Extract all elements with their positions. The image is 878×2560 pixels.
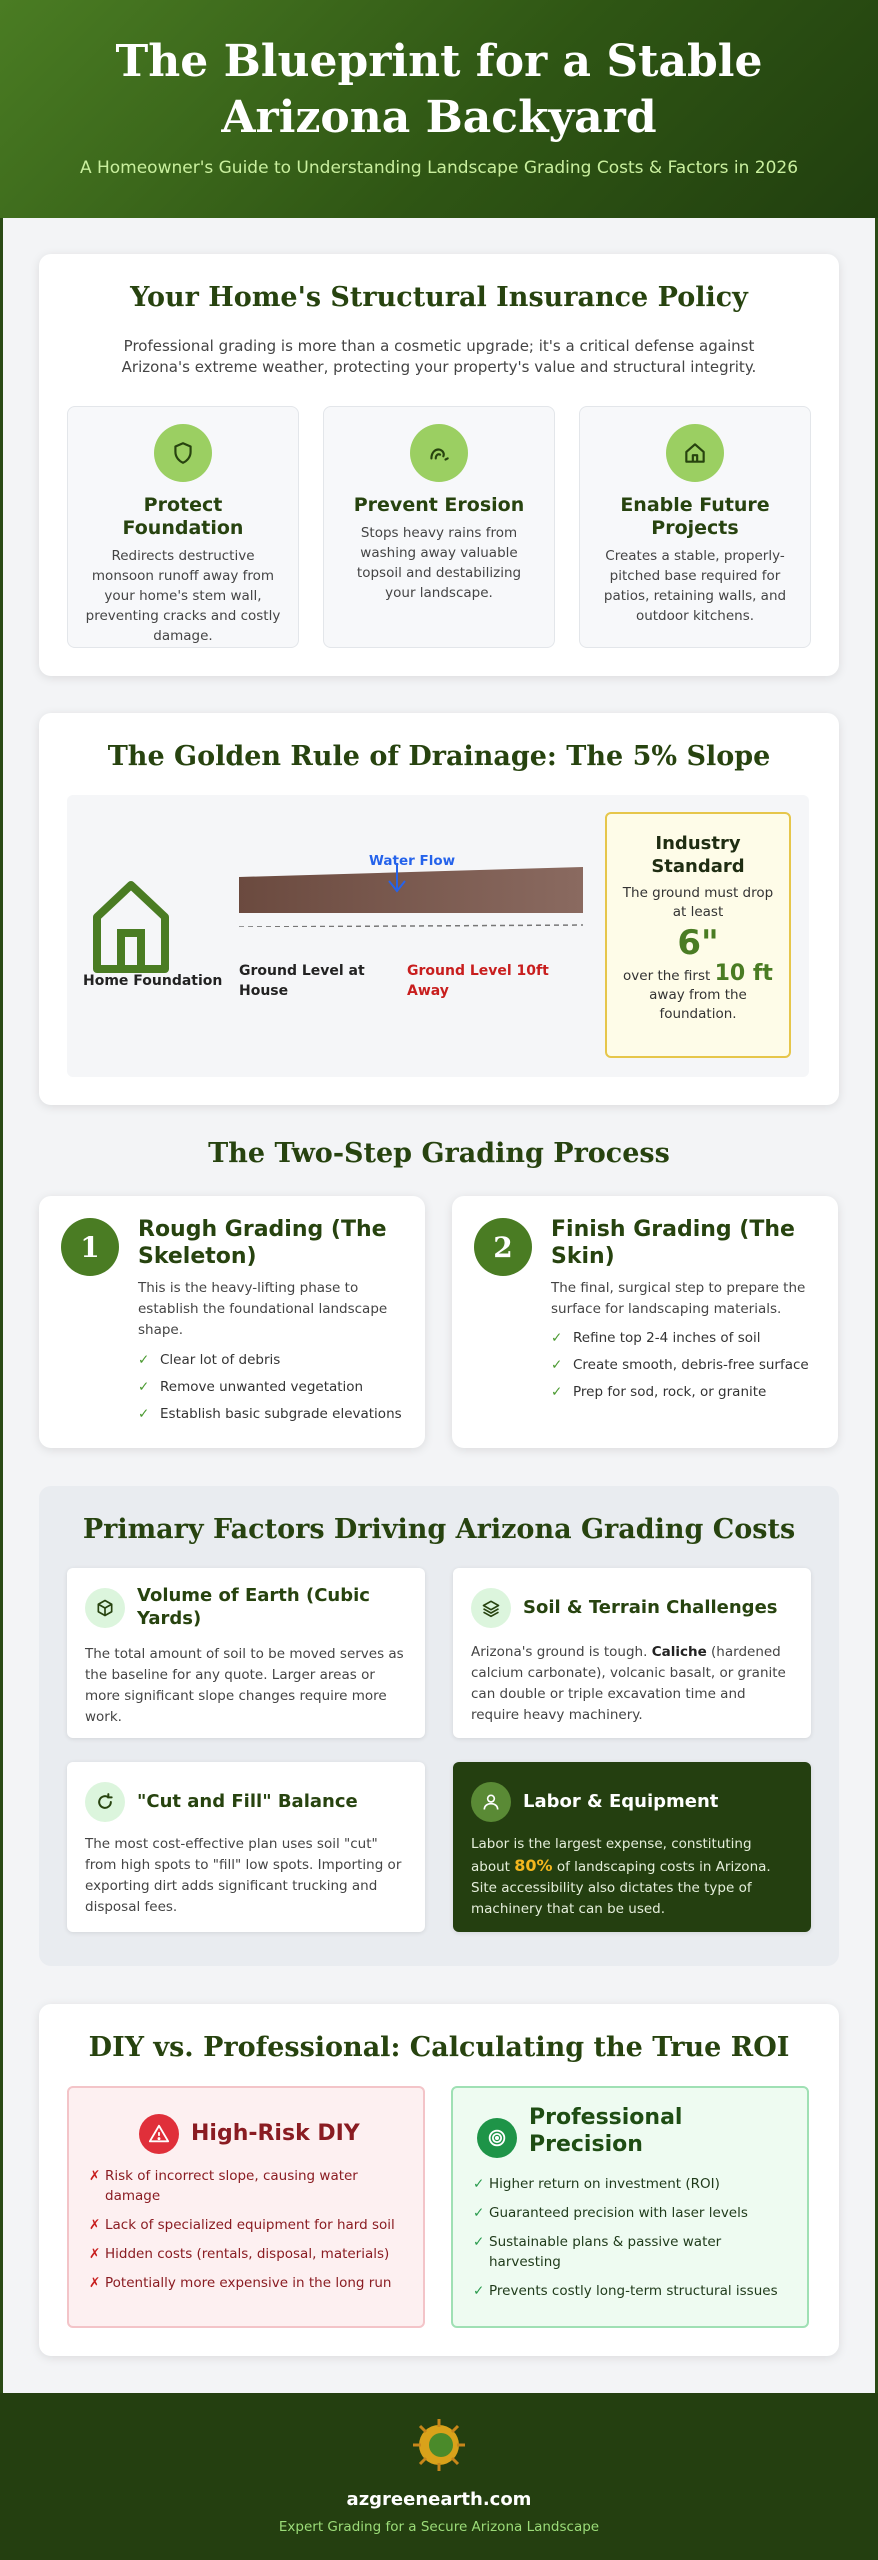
check-icon: ✓ xyxy=(473,2205,485,2221)
green-earth-logo[interactable] xyxy=(411,2417,467,2473)
page-subtitle: A Homeowner's Guide to Understanding Landscape Grading Costs & Factors in 2026 xyxy=(79,158,799,178)
industry-standard-box xyxy=(605,812,791,1058)
process-title: The Two-Step Grading Process xyxy=(208,1138,670,1169)
footer-tagline: Expert Grading for a Secure Arizona Landscape xyxy=(278,2519,600,2535)
ground-level-away-label: Ground Level 10ft Away xyxy=(407,963,549,999)
standard-drop: 6" xyxy=(677,923,719,963)
check-icon: ✓ xyxy=(551,1383,563,1400)
pro-title: Professional Precision xyxy=(529,2105,683,2157)
list-item: ✓ Establish basic subgrade elevations xyxy=(138,1405,402,1422)
roi-section xyxy=(39,2004,839,2356)
roi-title: DIY vs. Professional: Calculating the True ROI xyxy=(88,2032,790,2063)
check-icon: ✓ xyxy=(551,1356,563,1373)
house-icon xyxy=(87,873,187,973)
step-checklist xyxy=(138,1346,415,1427)
standard-line1: The ground must drop at least xyxy=(622,885,774,920)
target-icon xyxy=(477,2118,517,2158)
factor-text: Labor is the largest expense, constituting about 80% of landscaping costs in Arizona. Site accessibility also dictates the type of machinery that can be used. xyxy=(471,1836,771,1917)
check-icon: ✓ xyxy=(473,2283,485,2299)
factor-title: Labor & Equipment xyxy=(523,1791,719,1812)
benefit-card-erosion xyxy=(323,406,555,648)
list-item: ✗ Potentially more expensive in the long run xyxy=(89,2275,392,2291)
diy-list xyxy=(89,2166,409,2302)
benefit-text: Redirects destructive monsoon runoff away from your home's stem wall, preventing cracks and costly damage. xyxy=(85,548,281,644)
list-item: ✓ Clear lot of debris xyxy=(138,1351,281,1368)
factor-text: The most cost-effective plan uses soil "cut" from high spots to "fill" low spots. Importing or exporting dirt adds significant trucking and disposal fees. xyxy=(85,1836,402,1915)
x-icon: ✗ xyxy=(89,2246,101,2262)
standard-distance: 10 ft xyxy=(714,961,773,986)
check-icon: ✓ xyxy=(138,1405,150,1422)
step-card-rough xyxy=(39,1196,425,1448)
standard-line2: over the first xyxy=(623,968,711,984)
ground-level-house-label: Ground Level at House xyxy=(239,963,365,999)
layers-icon xyxy=(471,1588,511,1628)
water-flow-label: Water Flow xyxy=(369,853,456,869)
diy-title: High-Risk DIY xyxy=(191,2121,360,2146)
highlight-percent: 80% xyxy=(514,1856,553,1875)
list-item: ✓ Sustainable plans & passive water harvesting xyxy=(473,2234,722,2270)
step-desc: This is the heavy-lifting phase to establish the foundational landscape shape. xyxy=(138,1280,388,1338)
check-icon: ✓ xyxy=(473,2234,485,2250)
erosion-icon xyxy=(410,424,468,482)
factor-text: The total amount of soil to be moved serves as the baseline for any quote. Larger areas or more significant slope changes require more work. xyxy=(85,1646,404,1725)
benefit-text: Stops heavy rains from washing away valuable topsoil and destabilizing your landscape. xyxy=(356,525,522,601)
list-item: ✗ Risk of incorrect slope, causing water damage xyxy=(89,2168,358,2204)
benefit-title: Protect Foundation xyxy=(122,494,244,539)
user-icon xyxy=(471,1782,511,1822)
factors-title: Primary Factors Driving Arizona Grading Costs xyxy=(82,1514,796,1545)
step-number: 2 xyxy=(474,1218,532,1276)
x-icon: ✗ xyxy=(89,2275,101,2291)
list-item: ✓ Create smooth, debris-free surface xyxy=(551,1356,809,1373)
benefit-card-projects xyxy=(579,406,811,648)
check-icon: ✓ xyxy=(473,2176,485,2192)
step-title: Finish Grading (The Skin) xyxy=(551,1217,795,1269)
factor-card-cut-fill xyxy=(67,1762,425,1932)
list-item: ✗ Lack of specialized equipment for hard soil xyxy=(89,2217,395,2233)
diy-box xyxy=(67,2086,425,2328)
hero-header xyxy=(0,0,878,218)
standard-line3: away from the foundation. xyxy=(649,987,747,1022)
factor-card-soil xyxy=(453,1568,811,1738)
check-icon: ✓ xyxy=(551,1329,563,1346)
factors-section xyxy=(39,1486,839,1966)
benefit-title: Prevent Erosion xyxy=(353,494,525,516)
warning-icon xyxy=(139,2114,179,2154)
list-item: ✓ Prep for sod, rock, or granite xyxy=(551,1383,767,1400)
step-card-finish xyxy=(452,1196,838,1448)
step-desc: The final, surgical step to prepare the surface for landscaping materials. xyxy=(551,1280,806,1317)
benefit-text: Creates a stable, properly-pitched base required for patios, retaining walls, and outdoor kitchens. xyxy=(603,548,787,624)
page-title: The Blueprint for a Stable Arizona Backyard xyxy=(115,36,763,143)
factor-card-volume xyxy=(67,1568,425,1738)
footer xyxy=(0,2393,878,2560)
drainage-title: The Golden Rule of Drainage: The 5% Slope xyxy=(107,741,771,772)
insurance-title: Your Home's Structural Insurance Policy xyxy=(130,282,748,313)
list-item: ✓ Refine top 2-4 inches of soil xyxy=(551,1329,761,1346)
insurance-section xyxy=(39,254,839,676)
cube-icon xyxy=(85,1588,125,1628)
factor-title: Volume of Earth (Cubic Yards) xyxy=(137,1585,370,1629)
footer-site[interactable]: azgreenearth.com xyxy=(346,2489,532,2510)
list-item: ✓ Higher return on investment (ROI) xyxy=(473,2176,720,2192)
step-number: 1 xyxy=(61,1218,119,1276)
benefit-card-foundation xyxy=(67,406,299,648)
drainage-section xyxy=(39,713,839,1105)
shield-icon xyxy=(154,424,212,482)
list-item: ✓ Remove unwanted vegetation xyxy=(138,1378,364,1395)
house-label: Home Foundation xyxy=(83,973,223,989)
pro-list xyxy=(473,2174,793,2310)
step-title: Rough Grading (The Skeleton) xyxy=(138,1217,387,1269)
step-checklist xyxy=(551,1324,828,1405)
factor-title: Soil & Terrain Challenges xyxy=(523,1597,778,1618)
list-item: ✓ Guaranteed precision with laser levels xyxy=(473,2205,748,2221)
factor-title: "Cut and Fill" Balance xyxy=(137,1791,358,1812)
slope-diagram xyxy=(67,795,809,1077)
standard-title: Industry Standard xyxy=(651,833,745,877)
pro-box xyxy=(451,2086,809,2328)
x-icon: ✗ xyxy=(89,2217,101,2233)
list-item: ✓ Prevents costly long-term structural issues xyxy=(473,2283,778,2299)
factor-card-labor xyxy=(453,1762,811,1932)
refresh-icon xyxy=(85,1782,125,1822)
check-icon: ✓ xyxy=(138,1351,150,1368)
list-item: ✗ Hidden costs (rentals, disposal, materials) xyxy=(89,2246,390,2262)
insurance-intro: Professional grading is more than a cosmetic upgrade; it's a critical defense against Arizona's extreme weather, protecting your property's value and structural integrity. xyxy=(121,337,757,376)
x-icon: ✗ xyxy=(89,2168,101,2184)
factor-text: Arizona's ground is tough. Caliche (hardened calcium carbonate), volcanic basalt, or granite can double or triple excavation time and require heavy machinery. xyxy=(471,1644,786,1723)
home-icon xyxy=(666,424,724,482)
check-icon: ✓ xyxy=(138,1378,150,1395)
benefit-title: Enable Future Projects xyxy=(620,494,770,539)
